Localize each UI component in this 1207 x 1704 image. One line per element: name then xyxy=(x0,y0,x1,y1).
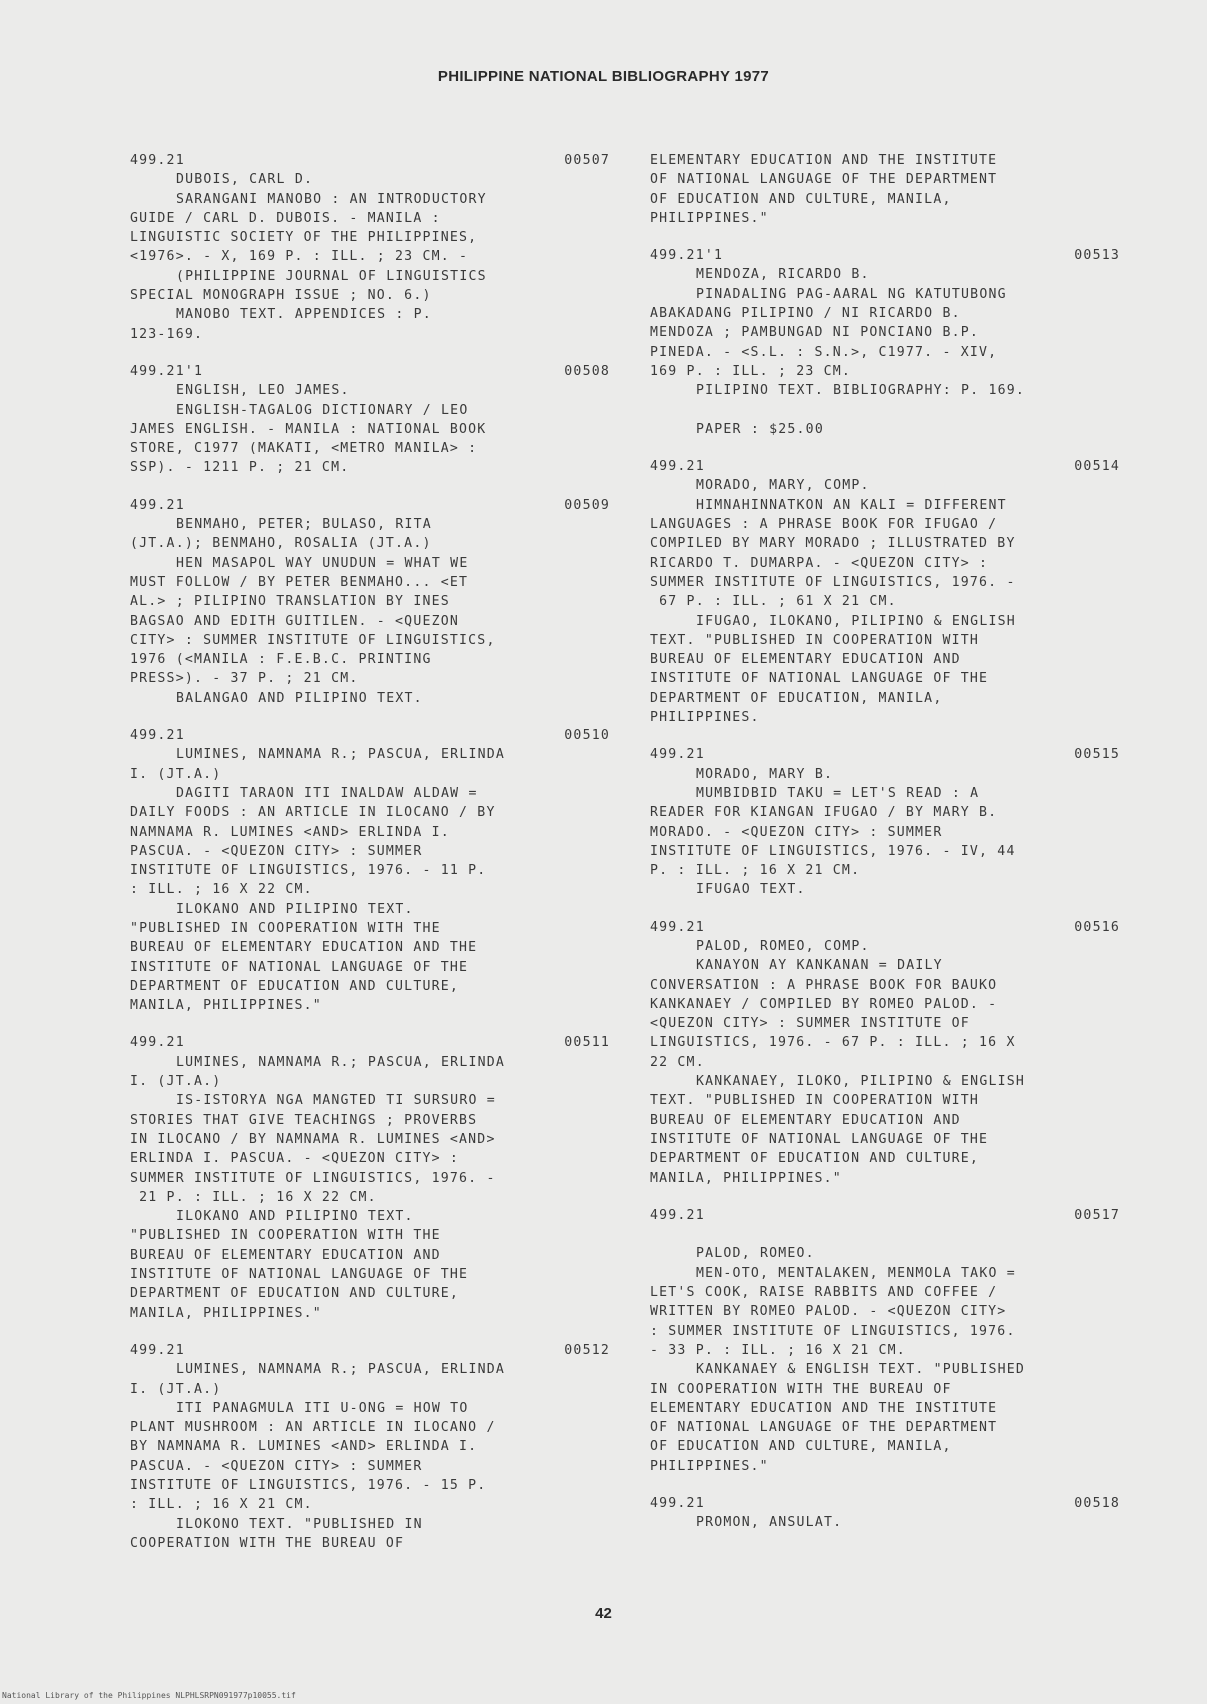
entry-text-line: 21 P. : ILL. ; 16 X 22 CM. xyxy=(130,1189,377,1205)
entry-text-line: NAMNAMA R. LUMINES <AND> ERLINDA I. xyxy=(130,824,450,840)
entry-text-line: DEPARTMENT OF EDUCATION AND CULTURE, xyxy=(650,1151,980,1167)
call-number: 499.21 xyxy=(650,1496,705,1511)
entry-text-line: : SUMMER INSTITUTE OF LINGUISTICS, 1976. xyxy=(650,1323,1016,1339)
call-number: 499.21 xyxy=(130,1035,185,1051)
entry-text-line: HIMNAHINNATKON AN KALI = DIFFERENT xyxy=(696,497,1007,513)
entry-number: 00508 xyxy=(564,363,610,379)
entry-text-line: MANILA, PHILIPPINES." xyxy=(130,1305,322,1321)
entry-text-line: KANKANAEY, ILOKO, PILIPINO & ENGLISH xyxy=(696,1074,1026,1090)
entry-text-line: OF NATIONAL LANGUAGE OF THE DEPARTMENT xyxy=(650,172,998,188)
call-number: 499.21 xyxy=(130,1342,185,1358)
bibliography-entry xyxy=(650,1494,1120,1533)
entry-text-line: I. (JT.A.) xyxy=(130,1381,222,1397)
call-number: 499.21 xyxy=(130,497,185,513)
entry-header xyxy=(130,362,610,381)
entry-text-line: PAPER : $25.00 xyxy=(696,421,824,437)
bibliography-entry xyxy=(130,1033,610,1322)
entry-text-line: PALOD, ROMEO, COMP. xyxy=(696,938,870,954)
call-number: 499.21 xyxy=(650,747,705,763)
entry-text-line: SUMMER INSTITUTE OF LINGUISTICS, 1976. - xyxy=(130,1170,496,1186)
entry-text-line: CONVERSATION : A PHRASE BOOK FOR BAUKO xyxy=(650,977,998,993)
entry-text-line: IN COOPERATION WITH THE BUREAU OF xyxy=(650,1381,952,1397)
entry-text-line: OF EDUCATION AND CULTURE, MANILA, xyxy=(650,1439,952,1455)
entry-text-line: CITY> : SUMMER INSTITUTE OF LINGUISTICS, xyxy=(130,632,496,648)
entry-text-line: 22 CM. xyxy=(650,1054,705,1070)
entry-text-line: JAMES ENGLISH. - MANILA : NATIONAL BOOK xyxy=(130,421,487,437)
entry-text-line: DAILY FOODS : AN ARTICLE IN ILOCANO / BY xyxy=(130,805,496,821)
entry-number: 00517 xyxy=(1074,1207,1120,1223)
entry-text-line: BY NAMNAMA R. LUMINES <AND> ERLINDA I. xyxy=(130,1439,478,1455)
entry-text-line: BUREAU OF ELEMENTARY EDUCATION AND xyxy=(130,1247,441,1263)
entry-text-line: DEPARTMENT OF EDUCATION, MANILA, xyxy=(650,690,943,706)
entry-text-line: - 33 P. : ILL. ; 16 X 21 CM. xyxy=(650,1342,906,1358)
scan-footer: National Library of the Philippines NLPHLSRPN091977p10055.tif xyxy=(2,1691,296,1700)
entry-text-line: INSTITUTE OF NATIONAL LANGUAGE OF THE xyxy=(650,1131,989,1147)
entry-text-line: IN ILOCANO / BY NAMNAMA R. LUMINES <AND> xyxy=(130,1131,496,1147)
entry-text-line: I. (JT.A.) xyxy=(130,1074,222,1090)
entry-text-line: DUBOIS, CARL D. xyxy=(176,172,314,188)
entry-text-line: "PUBLISHED IN COOPERATION WITH THE xyxy=(130,920,441,936)
entry-text-line: COMPILED BY MARY MORADO ; ILLUSTRATED BY xyxy=(650,536,1016,552)
entry-text-line: <1976>. - X, 169 P. : ILL. ; 23 CM. - xyxy=(130,249,469,265)
entry-text-line: COOPERATION WITH THE BUREAU OF xyxy=(130,1535,405,1551)
entry-header xyxy=(130,726,610,745)
entry-text-line: (JT.A.); BENMAHO, ROSALIA (JT.A.) xyxy=(130,536,432,552)
entry-text-line: ILOKANO AND PILIPINO TEXT. xyxy=(176,1209,414,1225)
continued-entry xyxy=(650,151,1120,228)
entry-text-line: ILOKANO AND PILIPINO TEXT. xyxy=(176,901,414,917)
bibliography-entry xyxy=(130,151,610,344)
call-number: 499.21 xyxy=(130,153,185,168)
call-number: 499.21'1 xyxy=(130,363,204,379)
entry-text-line: LANGUAGES : A PHRASE BOOK FOR IFUGAO / xyxy=(650,517,998,533)
entry-header xyxy=(130,151,610,170)
entry-text-line: LET'S COOK, RAISE RABBITS AND COFFEE / xyxy=(650,1285,998,1301)
entry-text-line: LINGUISTIC SOCIETY OF THE PHILIPPINES, xyxy=(130,230,478,246)
entry-text-line: (PHILIPPINE JOURNAL OF LINGUISTICS xyxy=(176,268,487,284)
entry-text-line: IFUGAO TEXT. xyxy=(696,882,806,898)
entry-text-line: IFUGAO, ILOKANO, PILIPINO & ENGLISH xyxy=(696,613,1016,629)
entry-text-line: <QUEZON CITY> : SUMMER INSTITUTE OF xyxy=(650,1016,970,1032)
entry-text-line: PINEDA. - <S.L. : S.N.>, C1977. - XIV, xyxy=(650,344,998,360)
entry-text-line: MEN-OTO, MENTALAKEN, MENMOLA TAKO = xyxy=(696,1265,1016,1281)
entry-number: 00511 xyxy=(564,1035,610,1051)
entry-text-line: PALOD, ROMEO. xyxy=(696,1246,815,1262)
entry-text-line: PROMON, ANSULAT. xyxy=(696,1515,843,1531)
entry-text-line: ERLINDA I. PASCUA. - <QUEZON CITY> : xyxy=(130,1151,460,1167)
entry-text-line: GUIDE / CARL D. DUBOIS. - MANILA : xyxy=(130,210,441,226)
entry-text-line: BAGSAO AND EDITH GUITILEN. - <QUEZON xyxy=(130,613,460,629)
entry-text-line: MORADO, MARY B. xyxy=(696,766,834,782)
entry-text-line: DEPARTMENT OF EDUCATION AND CULTURE, xyxy=(130,1286,460,1302)
call-number: 499.21'1 xyxy=(650,248,724,264)
call-number: 499.21 xyxy=(130,728,185,744)
entry-number: 00512 xyxy=(564,1342,610,1358)
entry-text-line: KANKANAEY / COMPILED BY ROMEO PALOD. - xyxy=(650,996,998,1012)
entry-text-line: 169 P. : ILL. ; 23 CM. xyxy=(650,363,852,379)
entry-text-line: SUMMER INSTITUTE OF LINGUISTICS, 1976. - xyxy=(650,574,1016,590)
entry-text-line: BUREAU OF ELEMENTARY EDUCATION AND THE xyxy=(130,940,478,956)
page-header: PHILIPPINE NATIONAL BIBLIOGRAPHY 1977 xyxy=(437,68,770,85)
entry-text-line: PINADALING PAG-AARAL NG KATUTUBONG xyxy=(696,286,1007,302)
entry-text-line: ENGLISH-TAGALOG DICTIONARY / LEO xyxy=(176,402,469,418)
entry-text-line: PILIPINO TEXT. BIBLIOGRAPHY: P. 169. xyxy=(696,383,1026,399)
entry-text-line: DEPARTMENT OF EDUCATION AND CULTURE, xyxy=(130,978,460,994)
entry-header xyxy=(130,496,610,515)
entry-number: 00514 xyxy=(1074,459,1120,475)
entry-header xyxy=(650,918,1120,937)
bibliography-entry xyxy=(650,745,1120,899)
bibliography-entry xyxy=(650,1206,1120,1476)
entry-header xyxy=(650,1206,1120,1225)
entry-text-line: OF EDUCATION AND CULTURE, MANILA, xyxy=(650,191,952,207)
bibliography-entry xyxy=(650,918,1120,1188)
entry-text-line: INSTITUTE OF NATIONAL LANGUAGE OF THE xyxy=(130,1267,469,1283)
entry-text-line: TEXT. "PUBLISHED IN COOPERATION WITH xyxy=(650,632,980,648)
entry-text-line: ABAKADANG PILIPINO / NI RICARDO B. xyxy=(650,306,961,322)
entry-text-line: READER FOR KIANGAN IFUGAO / BY MARY B. xyxy=(650,805,998,821)
entry-text-line: BENMAHO, PETER; BULASO, RITA xyxy=(176,517,432,533)
call-number: 499.21 xyxy=(650,1207,705,1223)
entry-text-line: SPECIAL MONOGRAPH ISSUE ; NO. 6.) xyxy=(130,288,432,304)
entry-text-line: KANAYON AY KANKANAN = DAILY xyxy=(696,958,943,974)
entry-text-line: BUREAU OF ELEMENTARY EDUCATION AND xyxy=(650,1112,961,1128)
entry-number: 00509 xyxy=(564,497,610,513)
bibliography-entry xyxy=(130,1341,610,1553)
entry-text-line: SARANGANI MANOBO : AN INTRODUCTORY xyxy=(176,191,487,207)
entry-text-line: INSTITUTE OF LINGUISTICS, 1976. - 11 P. xyxy=(130,863,487,879)
entry-text-line: KANKANAEY & ENGLISH TEXT. "PUBLISHED xyxy=(696,1362,1026,1378)
entry-number: 00515 xyxy=(1074,747,1120,763)
entry-text-line: MENDOZA ; PAMBUNGAD NI PONCIANO B.P. xyxy=(650,325,980,341)
entry-header xyxy=(130,1033,610,1052)
entry-text-line: SSP). - 1211 P. ; 21 CM. xyxy=(130,460,350,476)
entry-text-line: BUREAU OF ELEMENTARY EDUCATION AND xyxy=(650,652,961,668)
entry-text-line xyxy=(650,401,1120,420)
entry-text-line: OF NATIONAL LANGUAGE OF THE DEPARTMENT xyxy=(650,1420,998,1436)
entry-text-line: : ILL. ; 16 X 21 CM. xyxy=(130,1497,313,1513)
entry-number: 00516 xyxy=(1074,919,1120,935)
entry-text-line: RICARDO T. DUMARPA. - <QUEZON CITY> : xyxy=(650,555,989,571)
entry-text-line: MANILA, PHILIPPINES." xyxy=(650,1170,842,1186)
entry-text-line: PLANT MUSHROOM : AN ARTICLE IN ILOCANO / xyxy=(130,1420,496,1436)
entry-text-line: ELEMENTARY EDUCATION AND THE INSTITUTE xyxy=(650,1400,998,1416)
entry-number: 00510 xyxy=(564,728,610,744)
entry-text-line: DAGITI TARAON ITI INALDAW ALDAW = xyxy=(176,785,478,801)
entry-text-line: ILOKONO TEXT. "PUBLISHED IN xyxy=(176,1516,423,1532)
left-column xyxy=(130,151,610,1571)
entry-text-line: STORE, C1977 (MAKATI, <METRO MANILA> : xyxy=(130,441,478,457)
entry-text-line: ITI PANAGMULA ITI U-ONG = HOW TO xyxy=(176,1400,469,1416)
entry-header xyxy=(650,457,1120,476)
entry-text-line: PHILIPPINES." xyxy=(650,210,769,226)
entry-text-line: AL.> ; PILIPINO TRANSLATION BY INES xyxy=(130,594,450,610)
entry-text-line: MANOBO TEXT. APPENDICES : P. xyxy=(176,307,432,323)
entry-text-line: I. (JT.A.) xyxy=(130,766,222,782)
entry-text-line: INSTITUTE OF NATIONAL LANGUAGE OF THE xyxy=(130,959,469,975)
entry-number: 00518 xyxy=(1074,1496,1120,1511)
entry-text-line: PASCUA. - <QUEZON CITY> : SUMMER xyxy=(130,1458,423,1474)
entry-text-line: PHILIPPINES." xyxy=(650,1458,769,1474)
entry-text-line: MANILA, PHILIPPINES." xyxy=(130,998,322,1014)
bibliography-entry xyxy=(130,726,610,1015)
bibliography-entry xyxy=(650,457,1120,727)
entry-number: 00507 xyxy=(564,153,610,168)
entry-text-line: MORADO, MARY, COMP. xyxy=(696,478,870,494)
entry-text-line: INSTITUTE OF NATIONAL LANGUAGE OF THE xyxy=(650,671,989,687)
entry-text-line: BALANGAO AND PILIPINO TEXT. xyxy=(176,690,423,706)
entry-header xyxy=(650,1494,1120,1513)
entry-text-line: P. : ILL. ; 16 X 21 CM. xyxy=(650,863,861,879)
bibliography-entry xyxy=(130,496,610,708)
entry-text-line: 123-169. xyxy=(130,326,204,342)
entry-text-line: IS-ISTORYA NGA MANGTED TI SURSURO = xyxy=(176,1093,496,1109)
entry-text-line: INSTITUTE OF LINGUISTICS, 1976. - 15 P. xyxy=(130,1478,487,1493)
entry-header xyxy=(650,246,1120,265)
call-number: 499.21 xyxy=(650,459,705,475)
entry-text-line: LUMINES, NAMNAMA R.; PASCUA, ERLINDA xyxy=(176,1362,506,1378)
entry-header xyxy=(650,745,1120,764)
entry-text-line: 67 P. : ILL. ; 61 X 21 CM. xyxy=(650,594,897,610)
entry-text-line: ELEMENTARY EDUCATION AND THE INSTITUTE xyxy=(650,153,998,168)
entry-text-line: MORADO. - <QUEZON CITY> : SUMMER xyxy=(650,824,943,840)
bibliography-entry xyxy=(650,246,1120,439)
entry-text-line: MUST FOLLOW / BY PETER BENMAHO... <ET xyxy=(130,574,469,590)
entry-text-line: "PUBLISHED IN COOPERATION WITH THE xyxy=(130,1228,441,1244)
bibliography-entry xyxy=(130,362,610,478)
entry-text-line: ENGLISH, LEO JAMES. xyxy=(176,383,350,399)
entry-text-line: : ILL. ; 16 X 22 CM. xyxy=(130,882,313,898)
page-number: 42 xyxy=(595,1605,612,1622)
entry-text-line: HEN MASAPOL WAY UNUDUN = WHAT WE xyxy=(176,555,469,571)
entry-text-line: PRESS>). - 37 P. ; 21 CM. xyxy=(130,671,359,687)
entry-text-line: STORIES THAT GIVE TEACHINGS ; PROVERBS xyxy=(130,1112,478,1128)
entry-text-line: LINGUISTICS, 1976. - 67 P. : ILL. ; 16 X xyxy=(650,1035,1016,1051)
entry-text-line: PASCUA. - <QUEZON CITY> : SUMMER xyxy=(130,843,423,859)
entry-text-line: TEXT. "PUBLISHED IN COOPERATION WITH xyxy=(650,1093,980,1109)
entry-number: 00513 xyxy=(1074,248,1120,264)
entry-text-line: INSTITUTE OF LINGUISTICS, 1976. - IV, 44 xyxy=(650,843,1016,859)
entry-text-line: 1976 (<MANILA : F.E.B.C. PRINTING xyxy=(130,652,432,668)
entry-header xyxy=(130,1341,610,1360)
entry-text-line: MUMBIDBID TAKU = LET'S READ : A xyxy=(696,785,980,801)
right-column xyxy=(650,151,1120,1551)
entry-text-line: PHILIPPINES. xyxy=(650,710,760,726)
call-number: 499.21 xyxy=(650,919,705,935)
entry-text-line: LUMINES, NAMNAMA R.; PASCUA, ERLINDA xyxy=(176,1054,506,1070)
entry-text-line: LUMINES, NAMNAMA R.; PASCUA, ERLINDA xyxy=(176,747,506,763)
entry-text-line xyxy=(650,1225,1120,1244)
entry-text-line: MENDOZA, RICARDO B. xyxy=(696,267,870,283)
entry-text-line: WRITTEN BY ROMEO PALOD. - <QUEZON CITY> xyxy=(650,1304,1007,1320)
